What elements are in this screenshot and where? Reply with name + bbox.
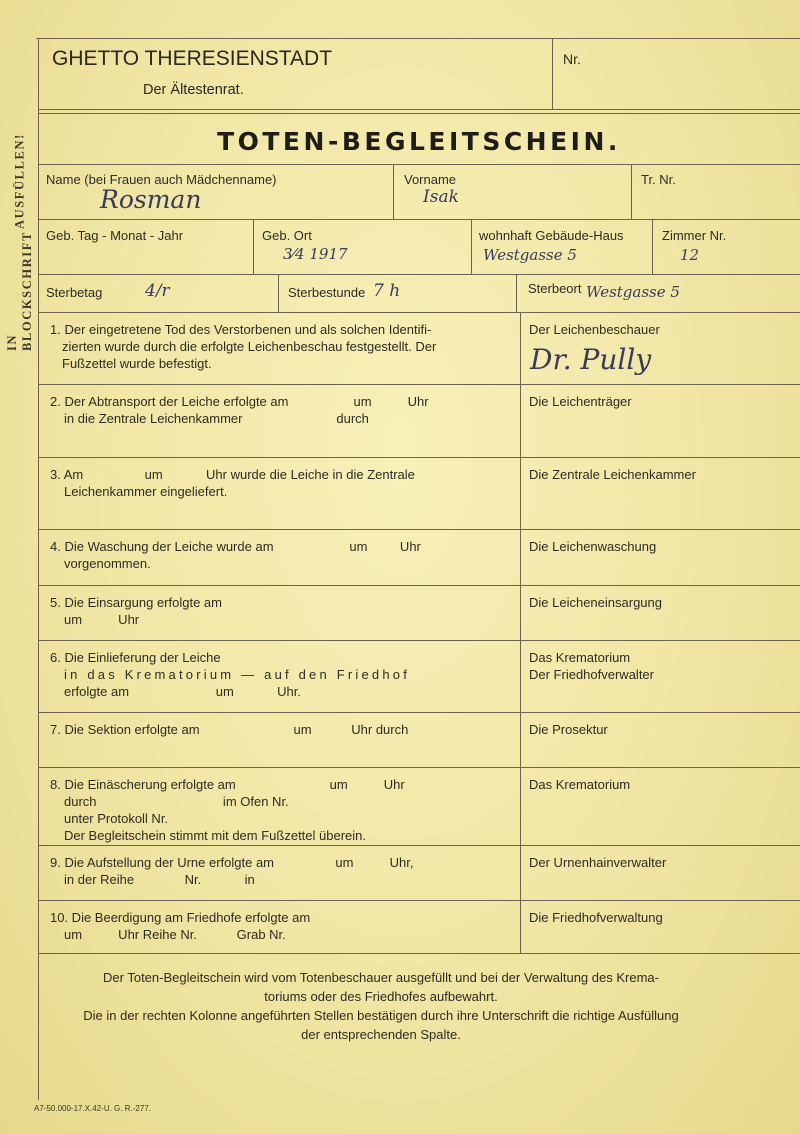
section-2-divider [520,385,521,457]
form-title: TOTEN-BEGLEITSCHEIN. [217,126,621,156]
name-divider [393,165,394,219]
section-6-authority [529,649,654,683]
section-3-line: 3. Am um Uhr wurde die Leiche in die Zentrale [50,467,415,482]
birth-divider-3 [652,220,653,274]
section-8-line: unter Protokoll Nr. [64,811,169,826]
footer-line: Die in der rechten Kolonne angeführten Stellen bestätigen durch ihre Unterschrift die richtige Ausfüllung [83,1008,679,1023]
section-4-divider [520,530,521,585]
sterbestunde-value: 7 h [373,281,401,301]
sterbeort-label: Sterbeort [528,281,582,296]
wohnhaft-label: wohnhaft Gebäude-Haus [479,228,624,243]
section-9-authority [529,854,666,871]
section-2-authority [529,393,632,410]
section-9-divider [520,846,521,900]
section-6-divider [520,641,521,712]
organization-name: GHETTO THERESIENSTADT [52,47,333,70]
section-8-line: Der Begleitschein stimmt mit dem Fußzettel überein. [64,828,366,843]
section-3 [38,458,800,530]
authority-label: Die Leichenträger [529,394,632,409]
authority-label: Die Leichenwaschung [529,539,657,554]
section-1-authority [529,321,660,338]
section-1-text [50,321,510,372]
section-10-divider [520,901,521,953]
vorname-divider [631,165,632,219]
section-9-line: 9. Die Aufstellung der Urne erfolgte am um Uhr, [50,855,414,870]
section-3-divider [520,458,521,529]
death-certificate-form [38,38,800,954]
section-1 [38,313,800,385]
section-3-text [50,466,510,500]
instruction-line-1: IN BLOCKSCHRIFT [5,231,34,352]
authority-label: Die Zentrale Leichenkammer [529,467,696,482]
section-10-line: um Uhr Reihe Nr. Grab Nr. [64,927,286,942]
section-5-text [50,594,510,628]
section-6-line: 6. Die Einlieferung der Leiche [50,650,221,665]
sterbestunde-label: Sterbestunde [288,285,366,300]
footer-line: Der Toten-Begleitschein wird vom Totenbeschauer ausgefüllt und bei der Verwaltung des Krema- [103,970,659,985]
section-8-line: durch im Ofen Nr. [64,794,289,809]
number-field-label: Nr. [563,51,581,67]
section-4-line: 4. Die Waschung der Leiche wurde am um Uhr [50,539,421,554]
trnr-label: Tr. Nr. [641,172,676,187]
section-6-text [50,649,510,700]
section-8-divider [520,768,521,845]
section-6-line: erfolgte am um Uhr. [64,684,301,699]
council-name: Der Ältestenrat. [143,82,244,98]
sterbeort-value: Westgasse 5 [586,283,680,301]
sterbetag-label: Sterbetag [46,285,103,300]
death-divider-1 [278,275,279,312]
form-header [38,38,800,110]
death-row [38,275,800,313]
section-5-authority [529,594,662,611]
birth-divider-2 [471,220,472,274]
authority-label: Das Krematorium [529,777,631,792]
title-row [38,114,800,165]
vorname-value: Isak [423,187,459,207]
birth-divider-1 [253,220,254,274]
authority-label: Der Leichenbeschauer [529,322,660,337]
section-10-authority [529,909,663,926]
sterbetag-value: 4/r [145,281,170,301]
name-label: Name (bei Frauen auch Mädchenname) [46,172,277,187]
authority-label: Die Prosektur [529,722,608,737]
wohnhaft-value: Westgasse 5 [483,246,577,264]
section-5-line: 5. Die Einsargung erfolgte am [50,595,222,610]
section-1-line: 1. Der eingetretene Tod des Verstorbenen und als solchen Identifi- [50,322,432,337]
death-divider-2 [516,275,517,312]
vorname-label: Vorname [404,172,457,187]
section-6 [38,641,800,713]
section-4-authority [529,538,656,555]
geb-ort-value: 3⁄4 1917 [283,245,348,263]
authority-label: Der Friedhofverwalter [529,667,654,682]
name-row [38,165,800,220]
header-divider [552,38,553,110]
section-7-divider [520,713,521,767]
zimmer-value: 12 [680,246,700,264]
section-6-line: in das Krematorium — auf den Friedhof [64,667,411,682]
section-3-authority [529,466,696,483]
geb-ort-label: Geb. Ort [262,228,312,243]
section-1-line: zierten wurde durch die erfolgte Leichenbeschau festgestellt. Der [62,339,437,354]
section-1-divider [520,313,521,384]
section-4-line: vorgenommen. [64,556,151,571]
section-1-line: Fußzettel wurde befestigt. [62,356,212,371]
section-8-text [50,776,510,844]
section-10-line: 10. Die Beerdigung am Friedhofe erfolgte am [50,910,311,925]
section-7-text [50,721,510,738]
section-5-line: um Uhr [64,612,140,627]
section-7-line: 7. Die Sektion erfolgte am um Uhr durch [50,722,409,737]
footer-line: der entsprechenden Spalte. [301,1027,461,1042]
section-10-text [50,909,510,943]
zimmer-label: Zimmer Nr. [662,228,727,243]
block-letters-instruction [2,133,38,352]
footer-instructions [0,968,762,1044]
section-3-line: Leichenkammer eingeliefert. [64,484,228,499]
footer-line: toriums oder des Friedhofes aufbewahrt. [264,989,498,1004]
section-7 [38,713,800,768]
birth-row [38,220,800,275]
print-code: A7-50.000-17.X.42-U. G. R.-277. [34,1104,151,1113]
authority-label: Der Urnenhainverwalter [529,855,667,870]
section-2 [38,385,800,458]
section-2-text [50,393,510,427]
section-7-authority [529,721,608,738]
section-2-line: 2. Der Abtransport der Leiche erfolgte am um Uhr [50,394,429,409]
section-2-line: in die Zentrale Leichenkammer durch [64,411,369,426]
name-value: Rosman [100,185,202,214]
section-8-line: 8. Die Einäscherung erfolgte am um Uhr [50,777,405,792]
section-9-line: in der Reihe Nr. in [64,872,255,887]
section-9-text [50,854,510,888]
instruction-line-2: AUSFÜLLEN! [12,133,27,230]
section-4 [38,530,800,586]
section-4-text [50,538,510,572]
section-10 [38,901,800,954]
section-9 [38,846,800,901]
authority-label: Die Leicheneinsargung [529,595,662,610]
geb-tag-label: Geb. Tag - Monat - Jahr [46,228,184,243]
authority-label: Die Friedhofverwaltung [529,910,663,925]
section-5 [38,586,800,641]
authority-label: Das Krematorium [529,650,631,665]
section-5-divider [520,586,521,640]
examiner-signature: Dr. Pully [530,343,652,376]
section-8-authority [529,776,630,793]
section-8 [38,768,800,846]
